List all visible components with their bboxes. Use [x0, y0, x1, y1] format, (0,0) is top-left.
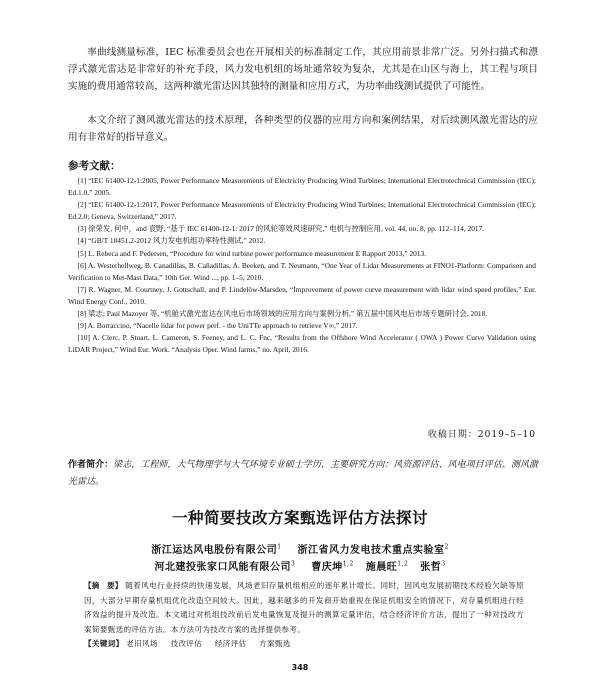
- keyword: 老旧风场: [126, 639, 158, 648]
- affiliation-org-2: 浙江省风力发电技术重点实验室: [297, 545, 445, 556]
- received-value: 2019–5–10: [477, 430, 536, 440]
- keyword: 技改评估: [170, 639, 203, 648]
- abstract-label: 【摘 要】: [84, 581, 123, 590]
- author-sup: 1,2: [397, 560, 409, 568]
- intro-paragraph-1: 率曲线测量标准，IEC 标准委员会也在开展相关的标准制定工作，其应用前景非常广泛。另外扫描式和漂浮式激光雷达是非常好的补充手段，风力发电机组的场址通常较为复杂，尤其是在山区与海上，其工程与项目实施的费用通常较高，这两种激光雷达因其独特的测量和应用方式，为功率曲线测试提供了可能性。: [68, 47, 538, 92]
- article-title: 一种简要技改方案甄选评估方法探讨: [171, 509, 428, 527]
- page-number: 348: [291, 663, 309, 672]
- reference-item: [3] 徐荣发, 何中，and 袁野, “基于 IEC 61400-12-1: 2017 的风轮等效风速研究,” 电机与控制应用, vol. 44, no. 8, pp. 112–114, 2017.: [77, 224, 485, 234]
- author-name: 张哲: [420, 562, 442, 573]
- affiliation-sup: 2: [444, 543, 449, 551]
- keyword: 经济评估: [214, 639, 247, 648]
- reference-item: [6] A. Westerhellweg, B. Canadillas, B. Cañadillas, A. Beeken, and T. Neumann, “One Year of Lidar Measurements at FINO1-Platform: Comparison and Verification to Met-Mast Data,” 10th Ger. Wind ..., pp. 1–5, 2010.: [68, 260, 536, 282]
- received-date: [428, 427, 536, 440]
- author-sup: 3: [441, 560, 446, 568]
- affiliation-org-3: 河北建投张家口风能有限公司: [154, 562, 291, 573]
- reference-item: [2] “IEC 61400-12-1:2017, Power Performance Measurements of Electricity Producing Wind Turbines; International Electrotechnical Commission (IEC); Ed.2.0; Geneva, Switzerland,” 2017.: [68, 200, 536, 222]
- reference-item: [8] 梁志; Paul Mazoyer 等, “机舱式激光雷达在风电后市场领域的应用方向与案例分析,” 第五届中国风电后市场专题研讨会, 2018.: [77, 309, 488, 319]
- reference-item: [5] L. Rebeca and F. Pedersen, “Procedure for wind turbine power performance measurement E Rapport 2013,” 2013.: [77, 248, 427, 258]
- keyword: 方案甄选: [259, 639, 291, 648]
- affiliation-line-1: [0, 541, 600, 556]
- author-name: 施晨旺: [365, 562, 398, 573]
- keywords: [84, 638, 301, 649]
- reference-item: [7] R. Wagner, M. Courtney, J. Gottschall, and P. Lindelöw-Marsden, “Improvement of power curve measurement with lidar wind speed profiles,” Eur. Wind Energy Conf., 2010.: [68, 284, 536, 306]
- received-label: 收稿日期：: [427, 430, 478, 440]
- affiliation-sup: 1: [277, 543, 282, 551]
- intro-paragraph-2: 本文介绍了测风激光雷达的技术原理，各种类型的仪器的应用方向和案例结果，对后续测风激光雷达的应用有非常好的指导意义。: [68, 115, 538, 143]
- references-heading: 参考文献：: [68, 160, 121, 172]
- affiliation-sup: 3: [290, 560, 296, 568]
- author-bio-text: 梁志，工程师，大气物理学与大气环境专业硕士学历，主要研究方向：风资源评估、风电项目评估、测风激光雷达。: [68, 460, 538, 487]
- author-bio: [68, 457, 538, 491]
- author-bio-label: 作者简介：: [68, 460, 114, 470]
- author-name: 曹庆坤: [311, 562, 343, 573]
- abstract-text: 随着风电行业持续的快速发展，风场老旧存量机组相应的逐年累计增长。同时，因风电发展初期技术经验欠缺等原因，大部分早期存量机组优化改造空间较大。因此，越来越多的开发商开始重视在保证机组安全的情况下，对存量机组进行经济效益的提升及改造。本文通过对机组技改前后发电量恢复及提升的测算定量评估，结合经济评价方法，提出了一种对技改方案简要甄选的评估方法。本方法可为技改方案的选择提供参考。: [84, 581, 525, 634]
- affiliation-line-2: [0, 558, 600, 573]
- reference-item: [4] “GB/T 18451.2-2012 风力发电机组功率特性测试,” 2012.: [77, 236, 266, 246]
- reference-item: [1] “IEC 61400-12-1:2005, Power Performance Measurements of Electricity Producing Wind Turbines; International Electrotechnical Commission (IEC); Ed.1.0,” 2005.: [68, 176, 536, 198]
- references-list: [68, 175, 536, 356]
- affiliation-org-1: 浙江运达风电股份有限公司: [151, 545, 278, 556]
- abstract: [84, 579, 524, 637]
- author-sup: 1,2: [342, 560, 354, 568]
- keywords-label: 【关键词】: [84, 639, 124, 648]
- reference-item: [10] A. Clerc, P. Stuart, L. Cameron, S. Feeney, and L. C. Fnc, “Results from the Offshore Wind Accelerator ( OWA ) Power Curve Validation using LiDAR Project,” Wind Eur. Work. “Analysis Oper. Wind farms,” no. April, 2016.: [68, 333, 536, 355]
- reference-item: [9] A. Borraccino, “Nacelle lidar for power perf. - the UniTTe approach to retrieve V∞,” 2017.: [77, 321, 358, 331]
